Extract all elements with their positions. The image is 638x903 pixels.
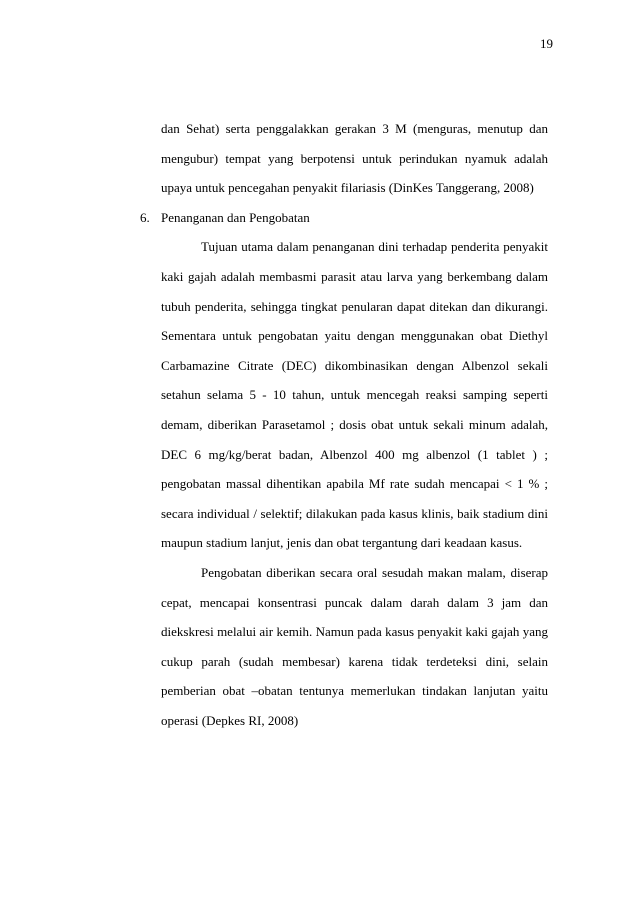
- medication-paragraph: Pengobatan diberikan secara oral sesudah makan malam, diserap cepat, mencapai konsentrasi puncak dalam darah dalam 3 jam dan diekskresi melalui air kemih. Namun pada kasus penyakit kaki gajah yang cukup parah (sudah membesar) karena tidak terdeteksi dini, selain pemberian obat –obatan tentunya memerlukan tindakan lanjutan yaitu operasi (Depkes RI, 2008): [161, 564, 548, 728]
- section-heading: [140, 203, 548, 233]
- section-title: Penanganan dan Pengobatan: [161, 209, 310, 225]
- treatment-paragraph: Tujuan utama dalam penanganan dini terhadap penderita penyakit kaki gajah adalah membasmi parasit atau larva yang berkembang dalam tubuh penderita, sehingga tingkat penularan dapat ditekan dan dikurangi. Sementara untuk pengobatan yaitu dengan menggunakan obat Diethyl Carbamazine Citrate (DEC) dikombinasikan dengan Albenzol sekali setahun selama 5 - 10 tahun, untuk mencegah reaksi samping seperti demam, diberikan Parasetamol ; dosis obat untuk sekali minum adalah, DEC 6 mg/kg/berat badan, Albenzol 400 mg albenzol (1 tablet ) ; pengobatan massal dihentikan apabila Mf rate sudah mencapai < 1 % ; secara individual / selektif; dilakukan pada kasus klinis, baik stadium dini maupun stadium lanjut, jenis dan obat tergantung dari keadaan kasus.: [161, 239, 548, 551]
- continuation-paragraph: dan Sehat) serta penggalakkan gerakan 3 M (menguras, menutup dan mengubur) tempat yang berpotensi untuk perindukan nyamuk adalah upaya untuk pencegahan penyakit filariasis (DinKes Tanggerang, 2008): [161, 121, 548, 196]
- document-body: [140, 114, 548, 735]
- section-number: 6.: [140, 209, 150, 225]
- page-number: 19: [540, 36, 553, 51]
